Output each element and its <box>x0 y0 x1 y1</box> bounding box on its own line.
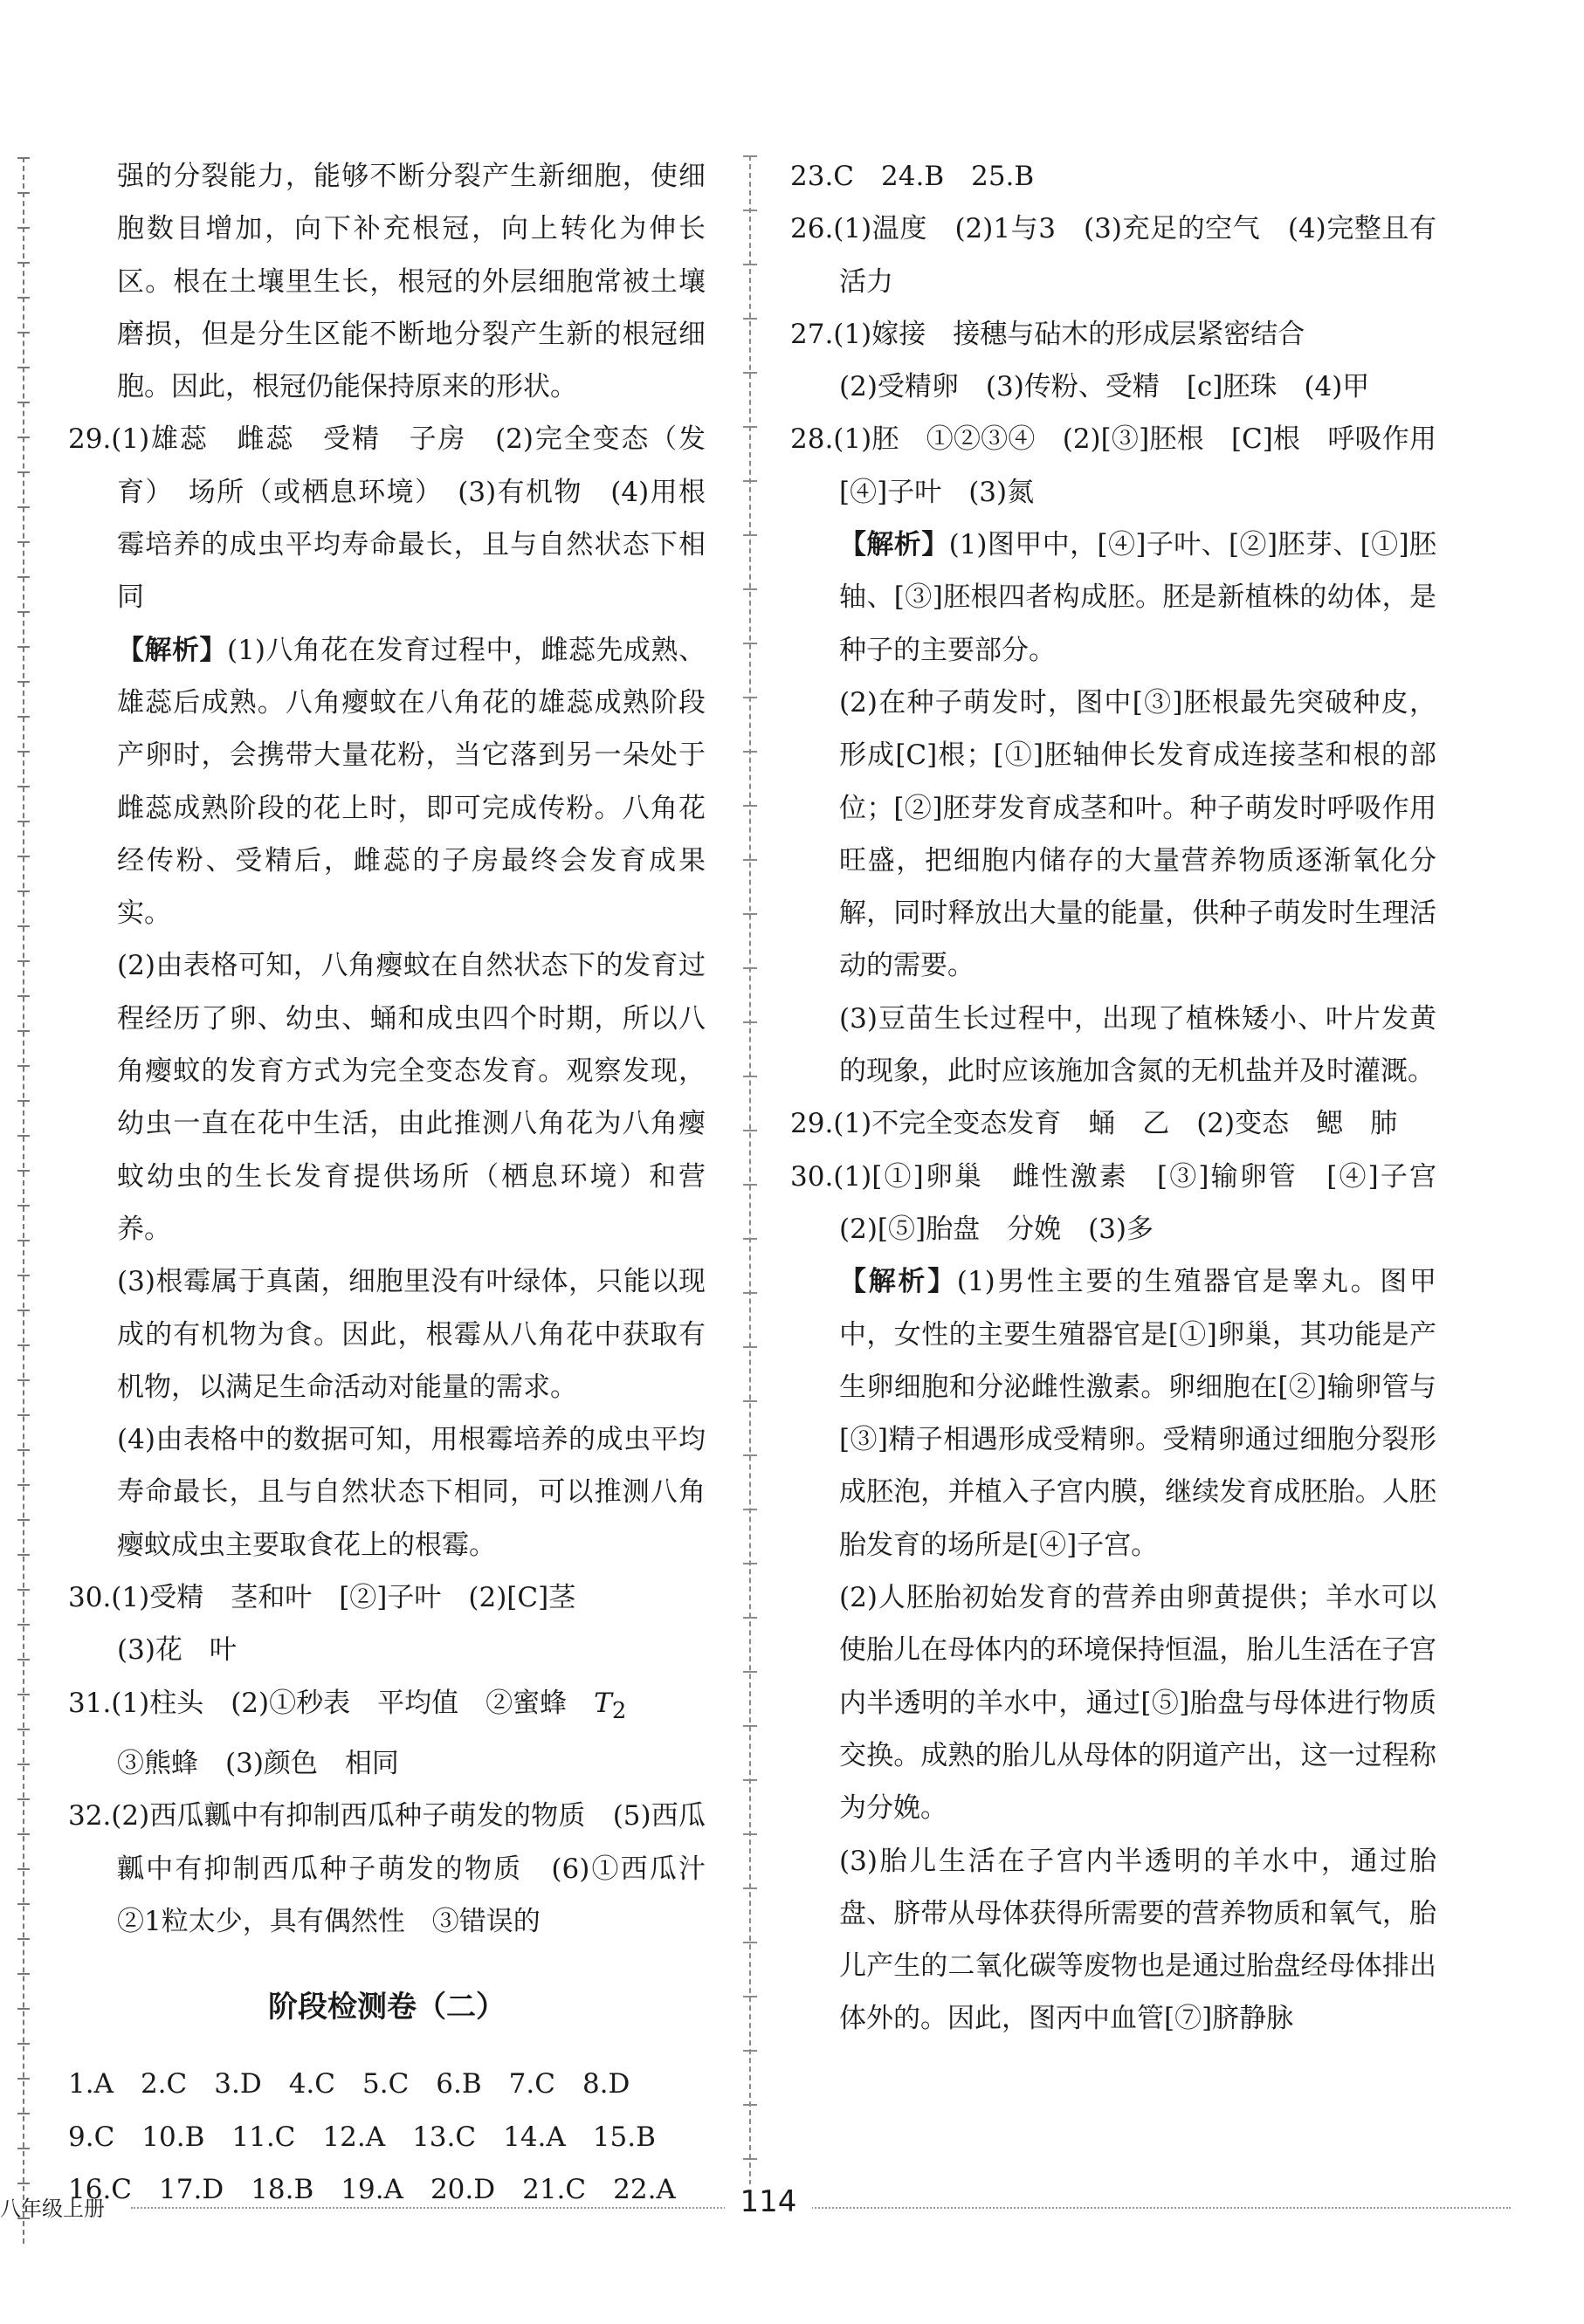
q28-exp1-text: (1)图甲中，[④]子叶、[②]胚芽、[①]胚轴、[③]胚根四者构成胚。胚是新植株的幼体，是种子的主要部分。 <box>839 529 1436 666</box>
column-divider-ticks <box>743 155 757 2211</box>
margin-tick <box>17 2078 30 2080</box>
margin-tick <box>17 681 30 683</box>
q31-t-subscript: 2 <box>611 1697 627 1724</box>
q30-explanation-3: (3)胎儿生活在子宫内半透明的羊水中，通过胎盘、脐带从母体获得所需要的营养物质和氧气，胎儿产生的二氧化碳等废物也是通过胎盘经母体排出体外的。因此，图丙中血管[⑦]脐静脉 <box>839 1845 1436 2035</box>
mc-answers-row-2: 9.C 10.B 11.C 12.A 13.C 14.A 15.B <box>68 2121 656 2153</box>
divider-tick <box>743 1021 757 1023</box>
q31-answer-line2: ③熊蜂 (3)颜色 相同 <box>117 1748 399 1780</box>
divider-tick <box>743 913 757 915</box>
q30-answer-line1: 30.(1)受精 茎和叶 [②]子叶 (2)[C]茎 <box>68 1582 576 1614</box>
q29-answer: 29.(1)雄蕊 雌蕊 受精 子房 (2)完全变态（发育） 场所（或栖息环境） (3)有机物 (4)用根霉培养的成虫平均寿命最长，且与自然状态下相同 <box>68 423 706 614</box>
margin-tick <box>17 1065 30 1067</box>
margin-tick <box>17 1868 30 1870</box>
q27-answer-line1: 27.(1)嫁接 接穗与砧木的形成层紧密结合 <box>790 318 1305 350</box>
margin-tick <box>17 1659 30 1660</box>
divider-tick <box>743 426 757 428</box>
margin-tick <box>17 541 30 543</box>
margin-tick <box>17 576 30 578</box>
margin-tick <box>17 1030 30 1032</box>
margin-tick <box>17 367 30 368</box>
margin-tick <box>17 192 30 194</box>
q27-answer-line2: (2)受精卵 (3)传粉、受精 [c]胚珠 (4)甲 <box>839 371 1370 403</box>
divider-tick <box>743 805 757 807</box>
margin-tick <box>17 1170 30 1172</box>
q32-answer: 32.(2)西瓜瓤中有抑制西瓜种子萌发的物质 (5)西瓜瓤中有抑制西瓜种子萌发的物质 (6)①西瓜汁 ②1粒太少，具有偶然性 ③错误的 <box>68 1800 733 1937</box>
q30-exp1-text: (1)男性主要的生殖器官是睾丸。图甲中，女性的主要生殖器官是[①]卵巢，其功能是产生卵细胞和分泌雌性激素。卵细胞在[②]输卵管与[③]精子相遇形成受精卵。受精卵通过细胞分裂形成胚泡，并植入子宫内膜，继续发育成胚胎。人胚胎发育的场所是[④]子宫。 <box>839 1266 1437 1561</box>
q31-t-symbol: T <box>594 1687 612 1719</box>
divider-tick <box>743 1671 757 1673</box>
margin-tick <box>17 1240 30 1241</box>
grade-label: 八年级上册 <box>0 2197 105 2221</box>
divider-tick <box>743 1617 757 1619</box>
divider-tick <box>743 264 757 265</box>
margin-tick <box>17 786 30 787</box>
margin-tick <box>17 646 30 648</box>
margin-tick <box>17 1798 30 1800</box>
divider-tick <box>743 2050 757 2052</box>
divider-tick <box>743 1130 757 1131</box>
page-number: 114 <box>725 2184 812 2219</box>
margin-tick <box>17 2008 30 2010</box>
margin-tick <box>17 995 30 997</box>
divider-tick <box>743 588 757 590</box>
margin-tick <box>17 1764 30 1765</box>
margin-tick <box>17 925 30 927</box>
mc-answers-row-4: 23.C 24.B 25.B <box>790 161 1035 192</box>
divider-tick <box>743 2158 757 2160</box>
margin-tick <box>17 402 30 403</box>
divider-tick <box>743 372 757 374</box>
q29-explanation-2: (2)由表格可知，八角瘿蚊在自然状态下的发育过程经历了卵、幼虫、蛹和成虫四个时期，所以八角瘿蚊的发育方式为完全变态发育。观察发现，幼虫一直在花中生活，由此推测八角花为八角瘿蚊幼虫的生长发育提供场所（栖息环境）和营养。 <box>117 950 706 1245</box>
q31-answer-line1 <box>68 1677 706 1737</box>
margin-tick <box>17 2043 30 2045</box>
q29-explanation-4: (4)由表格中的数据可知，用根霉培养的成虫平均寿命最长，且与自然状态下相同，可以推测八角瘿蚊成虫主要取食花上的根霉。 <box>117 1424 706 1561</box>
page-footer <box>0 2184 1584 2237</box>
margin-tick <box>17 1275 30 1276</box>
q29-right-answer: 29.(1)不完全变态发育 蛹 乙 (2)变态 鳃 肺 <box>790 1108 1398 1140</box>
divider-tick <box>743 1942 757 1943</box>
margin-tick <box>17 611 30 613</box>
margin-tick <box>17 821 30 822</box>
divider-tick <box>743 155 757 157</box>
divider-tick <box>743 751 757 753</box>
q28-explanation-1 <box>790 519 1436 677</box>
right-column <box>790 150 1463 2046</box>
q31-text: 31.(1)柱头 (2)①秒表 平均值 ②蜜蜂 <box>68 1687 595 1719</box>
margin-tick <box>17 856 30 857</box>
margin-tick <box>17 1624 30 1626</box>
margin-tick <box>17 1205 30 1207</box>
divider-tick <box>743 318 757 320</box>
q29-exp1-text: (1)八角花在发育过程中，雌蕊先成熟、雄蕊后成熟。八角瘿蚊在八角花的雄蕊成熟阶段产卵时，会携带大量花粉，当它落到另一朵处于雌蕊成熟阶段的花上时，即可完成传粉。八角花经传粉、受精后，雌蕊的子房最终会发育成果实。 <box>117 634 706 930</box>
divider-tick <box>743 534 757 536</box>
margin-tick <box>17 1100 30 1102</box>
divider-tick <box>743 1833 757 1835</box>
margin-tick <box>17 960 30 962</box>
section-title: 阶段检测卷（二） <box>268 1990 506 2025</box>
mc-answers-row-1: 1.A 2.C 3.D 4.C 5.C 6.B 7.C 8.D <box>68 2068 630 2101</box>
divider-tick <box>743 1725 757 1727</box>
margin-tick <box>17 157 30 159</box>
q28-continuation: 强的分裂能力，能够不断分裂产生新细胞，使细胞数目增加，向下补充根冠，向上转化为伸长区。根在土壤里生长，根冠的外层细胞常被土壤磨损，但是分生区能不断地分裂产生新的根冠细胞。因此，根冠仍能保持原来的形状。 <box>117 161 706 403</box>
margin-tick <box>17 332 30 333</box>
margin-tick <box>17 751 30 753</box>
explanation-label: 【解析】 <box>839 1266 957 1298</box>
divider-tick <box>743 643 757 644</box>
margin-tick <box>17 506 30 508</box>
q28-answer: 28.(1)胚 ①②③④ (2)[③]胚根 [C]根 呼吸作用 [④]子叶 (3)氮 <box>790 423 1463 508</box>
margin-tick <box>17 1973 30 1975</box>
divider-tick <box>743 1238 757 1240</box>
margin-tick <box>17 1135 30 1137</box>
margin-tick <box>17 227 30 229</box>
q30-explanation-2: (2)人胚胎初始发育的营养由卵黄提供；羊水可以使胎儿在母体内的环境保持恒温，胎儿生活在子宫内半透明的羊水中，通过[⑤]胎盘与母体进行物质交换。成熟的胎儿从母体的阴道产出，这一过程称为分娩。 <box>839 1582 1436 1825</box>
divider-tick <box>743 859 757 861</box>
margin-tick <box>17 1938 30 1940</box>
divider-tick <box>743 1346 757 1348</box>
divider-tick <box>743 1184 757 1186</box>
margin-tick <box>17 1694 30 1695</box>
margin-tick <box>17 1519 30 1521</box>
margin-tick <box>17 1379 30 1381</box>
margin-tick <box>17 1833 30 1835</box>
q28-explanation-3: (3)豆苗生长过程中，出现了植株矮小、叶片发黄的现象，此时应该施加含氮的无机盐并及时灌溉。 <box>839 1002 1436 1088</box>
divider-tick <box>743 1454 757 1456</box>
binding-margin-ticks <box>17 157 35 2244</box>
margin-tick <box>17 1729 30 1730</box>
q30-answer-line2: (3)花 叶 <box>117 1634 237 1667</box>
margin-tick <box>17 2148 30 2149</box>
margin-tick <box>17 716 30 718</box>
mc-answers-row-3: 16.C 17.D 18.B 19.A 20.D 21.C 22.A <box>68 2173 676 2205</box>
divider-tick <box>743 967 757 969</box>
divider-tick <box>743 697 757 698</box>
margin-tick <box>17 297 30 299</box>
margin-tick <box>17 1344 30 1346</box>
q30-explanation-1 <box>790 1255 1436 1571</box>
margin-tick <box>17 1589 30 1591</box>
explanation-label: 【解析】 <box>839 529 949 561</box>
divider-tick <box>743 1400 757 1402</box>
margin-tick <box>17 890 30 892</box>
q29-explanation-3: (3)根霉属于真菌，细胞里没有叶绿体，只能以现成的有机物为食。因此，根霉从八角花中获取有机物，以满足生命活动对能量的需求。 <box>117 1266 706 1403</box>
divider-tick <box>743 1887 757 1889</box>
margin-tick <box>17 471 30 473</box>
divider-tick <box>743 1779 757 1781</box>
footer-dotted-rule <box>131 2207 1511 2209</box>
q29-explanation-1 <box>68 624 706 940</box>
margin-tick <box>17 1414 30 1416</box>
divider-tick <box>743 1996 757 1997</box>
q28-explanation-2: (2)在种子萌发时，图中[③]胚根最先突破种皮，形成[C]根；[①]胚轴伸长发育成连接茎和根的部位；[②]胚芽发育成茎和叶。种子萌发时呼吸作用旺盛，把细胞内储存的大量营养物质逐渐氧化分解，同时释放出大量的能量，供种子萌发时生理活动的需要。 <box>839 686 1436 982</box>
margin-tick <box>17 437 30 438</box>
divider-tick <box>743 480 757 482</box>
margin-tick <box>17 262 30 264</box>
q30-right-answer: 30.(1)[①]卵巢 雌性激素 [③]输卵管 [④]子宫 (2)[⑤]胎盘 分娩 (3)多 <box>790 1160 1463 1245</box>
margin-tick <box>17 1449 30 1451</box>
margin-tick <box>17 2113 30 2114</box>
margin-tick <box>17 1903 30 1905</box>
margin-tick <box>17 1310 30 1311</box>
divider-tick <box>743 2104 757 2106</box>
left-column <box>68 150 733 2216</box>
divider-tick <box>743 1292 757 1294</box>
margin-tick <box>17 1484 30 1486</box>
explanation-label: 【解析】 <box>117 634 228 666</box>
divider-tick <box>743 1076 757 1077</box>
q26-answer: 26.(1)温度 (2)1与3 (3)充足的空气 (4)完整且有活力 <box>790 213 1436 298</box>
divider-tick <box>743 210 757 211</box>
divider-tick <box>743 1563 757 1564</box>
margin-tick <box>17 1554 30 1556</box>
divider-tick <box>743 1509 757 1510</box>
